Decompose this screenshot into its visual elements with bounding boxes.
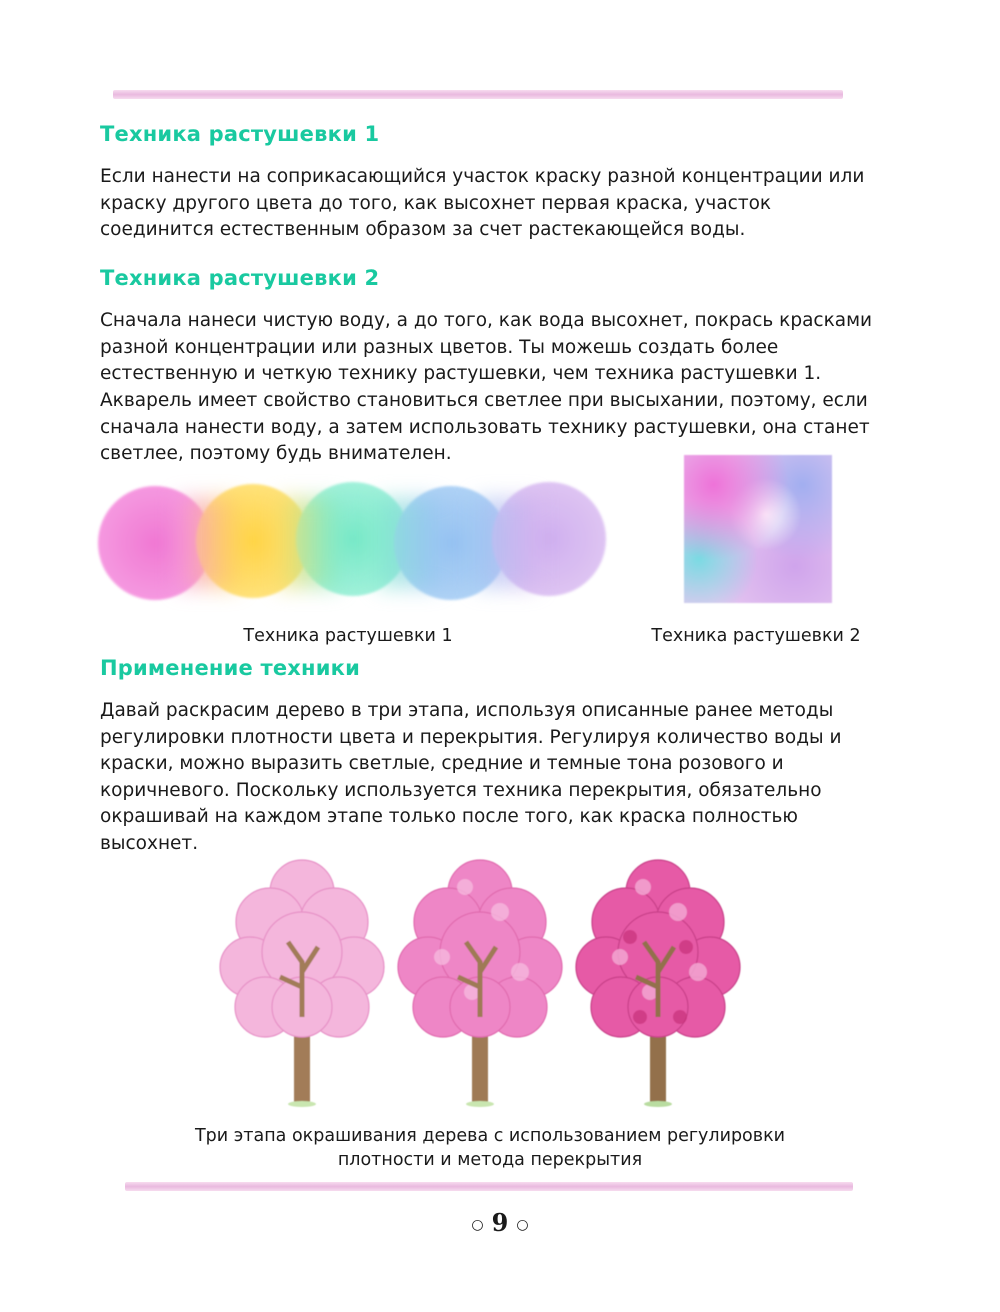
section-paragraph-application: Давай раскрасим дерево в три этапа, используя описанные ранее методы регулировки плотности цвета и перекрытия. Регулируя количество воды и краски, можно выразить светлые, средние и темные тона розового и коричневого. Поскольку используется техника перекрытия, обязательно окрашивай на каждом этапе только после того, как краска полностью высохнет. [100,700,842,854]
section-paragraph-blending-2a: Сначала нанеси чистую воду, а до того, как вода высохнет, покрась красками разной концентрации или разных цветов. Ты можешь создать более естественную и четкую технику растушевки, чем техника растушевки 1. [100,310,873,384]
blending-square-illustration [684,455,832,603]
blend-zone [178,498,238,588]
tree-stage-2 [398,860,562,1107]
page-number-right-ornament-icon: ○ [516,1216,529,1233]
section-title-application: Применение техники [100,656,361,680]
blending-circles-illustration [98,478,608,608]
figure-caption-blending-2: Техника растушевки 2 [651,626,861,646]
blend-zone [278,498,338,588]
page-number-value: 9 [491,1208,509,1237]
three-trees-illustration [210,842,750,1112]
top-divider [113,90,843,99]
blend-zone [476,498,536,588]
section-title-blending-1: Техника растушевки 1 [100,122,380,146]
figure-caption-trees-line1: Три этапа окрашивания дерева с использованием регулировки [194,1126,786,1146]
section-title-blending-2: Техника растушевки 2 [100,266,380,290]
section-paragraph-blending-2b: Акварель имеет свойство становиться светлее при высыхании, поэтому, если сначала нанести воду, а затем использовать технику растушевки, она станет светлее, поэтому будь внимателен. [100,390,870,464]
tree-stage-3 [576,860,740,1107]
tree-stage-1 [220,860,384,1107]
blend-zone [378,498,438,588]
figure-caption-trees [100,1124,880,1172]
figure-caption-trees-line2: плотности и метода перекрытия [337,1150,643,1170]
figure-caption-blending-1: Техника растушевки 1 [243,626,453,646]
page-number-left-ornament-icon: ○ [471,1216,484,1233]
page-number [0,1208,1000,1237]
bottom-divider [125,1182,853,1191]
section-paragraph-blending-1: Если нанести на соприкасающийся участок краску разной концентрации или краску другого цвета до того, как высохнет первая краска, участок соединится естественным образом за счет растекающейся воды. [100,166,865,240]
